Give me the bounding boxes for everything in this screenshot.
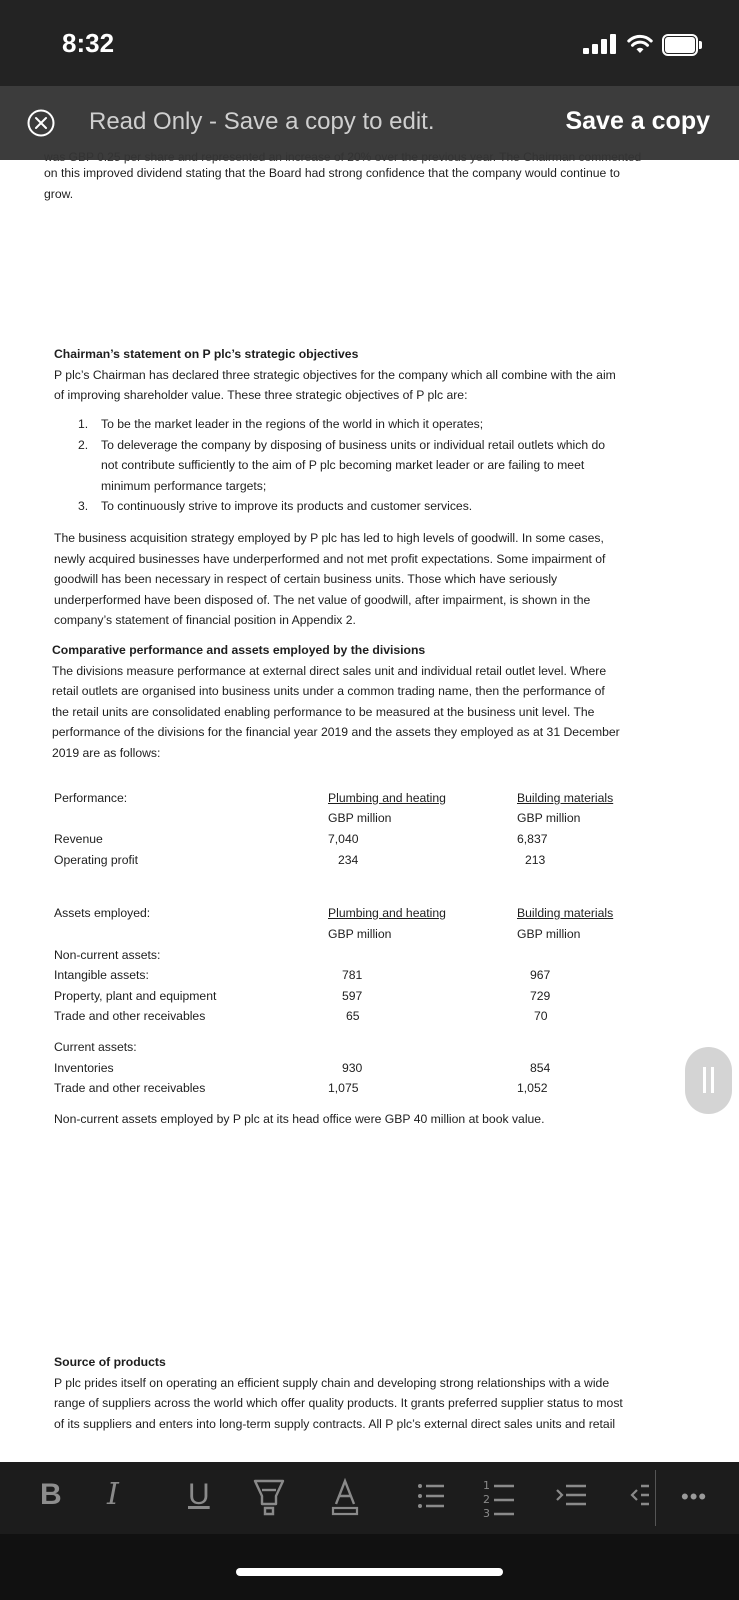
column-header: Plumbing and heating bbox=[328, 791, 446, 805]
read-only-message: Read Only - Save a copy to edit. bbox=[89, 108, 435, 135]
svg-text:3: 3 bbox=[483, 1507, 490, 1520]
document-body[interactable] bbox=[0, 150, 739, 1462]
section-label: Non-current assets: bbox=[54, 948, 161, 962]
column-header: Building materials bbox=[517, 791, 614, 805]
chairman-text: of improving shareholder value. These three strategic objectives of P plc are: bbox=[54, 388, 468, 403]
paragraph-line: the retail units are consolidated enabling performance to be measured at the business unit level. The bbox=[52, 704, 595, 719]
row-label: Intangible assets: bbox=[54, 968, 149, 982]
source-section bbox=[54, 1352, 694, 1434]
format-toolbar bbox=[0, 1462, 739, 1600]
more-options-button[interactable]: ••• bbox=[681, 1484, 708, 1509]
column-unit: GBP million bbox=[328, 811, 392, 825]
row-label: Operating profit bbox=[54, 853, 139, 867]
paragraph-line: range of suppliers across the world which offer quality products. It grants preferred supplier status to most bbox=[54, 1396, 623, 1411]
list-item bbox=[78, 496, 678, 517]
table-cell: 70 bbox=[534, 1009, 548, 1023]
list-text: To be the market leader in the regions of the world in which it operates; bbox=[101, 417, 484, 431]
row-label: Property, plant and equipment bbox=[54, 989, 217, 1003]
toolbar-divider bbox=[655, 1470, 656, 1526]
paragraph-line: underperformed have been disposed of. The net value of goodwill, after impairment, is shown in the bbox=[54, 592, 591, 607]
column-header: Plumbing and heating bbox=[328, 906, 446, 920]
clock: 8:32 bbox=[62, 28, 115, 58]
section-label: Current assets: bbox=[54, 1040, 137, 1054]
paragraph-line: The business acquisition strategy employed by P plc has led to high levels of goodwill. In some cases, bbox=[54, 531, 604, 545]
table-cell: 65 bbox=[346, 1009, 360, 1023]
row-label: Revenue bbox=[54, 832, 103, 846]
wifi-icon bbox=[627, 33, 653, 55]
row-label: Trade and other receivables bbox=[54, 1081, 206, 1095]
paragraph-line: of its suppliers and enters into long-term supply contracts. All P plc’s external direct sales units and retail bbox=[54, 1416, 616, 1431]
chairman-section bbox=[54, 344, 674, 406]
indent-icon[interactable] bbox=[555, 1478, 587, 1516]
paragraph-line: performance of the divisions for the financial year 2019 and the assets they employed as at 31 December bbox=[52, 725, 620, 740]
paragraph-line: company’s statement of financial position in Appendix 2. bbox=[54, 613, 356, 628]
table-cell: 213 bbox=[525, 853, 546, 867]
row-label: Trade and other receivables bbox=[54, 1009, 206, 1023]
table-cell: 1,052 bbox=[517, 1081, 548, 1095]
assets-label: Assets employed: bbox=[54, 906, 151, 920]
list-text: minimum performance targets; bbox=[101, 478, 267, 493]
highlight-icon[interactable] bbox=[252, 1478, 286, 1516]
outdent-icon[interactable] bbox=[629, 1478, 649, 1516]
column-unit: GBP million bbox=[328, 927, 392, 941]
source-heading: Source of products bbox=[54, 1355, 166, 1369]
acquisition-paragraph bbox=[54, 528, 684, 631]
list-text: To continuously strive to improve its products and customer services. bbox=[101, 499, 473, 514]
list-text: To deleverage the company by disposing of business units or individual retail outlets which do bbox=[101, 437, 606, 452]
table-cell: 6,837 bbox=[517, 832, 548, 846]
paragraph-line: retail outlets are organised into business units under a common trading name, then the performance of bbox=[52, 684, 605, 699]
column-header: Building materials bbox=[517, 906, 614, 920]
italic-button[interactable]: I bbox=[107, 1477, 119, 1512]
bold-button[interactable]: B bbox=[40, 1478, 62, 1511]
list-number: 3. bbox=[78, 499, 89, 514]
head-office-note: Non-current assets employed by P plc at its head office were GBP 40 million at book value. bbox=[54, 1112, 545, 1126]
underline-button[interactable]: U bbox=[188, 1478, 210, 1511]
comparative-heading: Comparative performance and assets employed by the divisions bbox=[52, 643, 426, 657]
paragraph-line: P plc prides itself on operating an efficient supply chain and developing strong relationships with a wide bbox=[54, 1375, 610, 1390]
table-cell: 729 bbox=[530, 989, 551, 1003]
comparative-section bbox=[52, 640, 692, 764]
list-number: 1. bbox=[78, 417, 89, 431]
paragraph-line: 2019 are as follows: bbox=[52, 745, 161, 760]
objectives-list bbox=[78, 414, 678, 517]
performance-label: Performance: bbox=[54, 791, 128, 805]
table-cell: 597 bbox=[342, 989, 363, 1003]
table-cell: 930 bbox=[342, 1061, 363, 1075]
table-cell: 1,075 bbox=[328, 1081, 359, 1095]
chairman-text: P plc’s Chairman has declared three strategic objectives for the company which all combine with the aim bbox=[54, 367, 616, 382]
list-text: not contribute sufficiently to the aim of P plc becoming market leader or are failing to meet bbox=[101, 458, 585, 473]
paragraph-line: goodwill has been necessary in respect of certain business units. Those which have seriously bbox=[54, 572, 558, 587]
column-unit: GBP million bbox=[517, 811, 581, 825]
paragraph-line: The divisions measure performance at external direct sales unit and individual retail outlet level. Where bbox=[52, 663, 607, 678]
row-label: Inventories bbox=[54, 1061, 114, 1075]
list-number: 2. bbox=[78, 437, 89, 452]
numbered-list-icon[interactable] bbox=[483, 1478, 515, 1520]
table-cell: 967 bbox=[530, 968, 551, 982]
clipped-line: was GBP 0.25 per share and represented an increase of 20% over the previous year. The Chairman commented bbox=[44, 150, 642, 164]
bullet-list-icon[interactable] bbox=[417, 1478, 445, 1516]
list-item bbox=[78, 414, 678, 435]
intro-line: on this improved dividend stating that the Board had strong confidence that the company would continue to bbox=[44, 166, 620, 180]
close-circle-icon[interactable] bbox=[27, 109, 55, 137]
home-indicator[interactable] bbox=[236, 1568, 503, 1576]
table-cell: 234 bbox=[338, 853, 359, 867]
signal-icon bbox=[583, 34, 617, 54]
format-toolbar-row bbox=[0, 1462, 739, 1534]
svg-text:2: 2 bbox=[483, 1493, 490, 1506]
save-a-copy-button[interactable]: Save a copy bbox=[565, 107, 710, 135]
status-bar bbox=[0, 0, 739, 86]
column-unit: GBP million bbox=[517, 927, 581, 941]
table-cell: 854 bbox=[530, 1061, 551, 1075]
table-cell: 781 bbox=[342, 968, 363, 982]
list-item bbox=[78, 435, 678, 497]
svg-text:1: 1 bbox=[483, 1479, 490, 1492]
paragraph-line: newly acquired businesses have underperformed and not met profit expectations. Some impairment of bbox=[54, 551, 606, 566]
scroll-handle-icon[interactable] bbox=[685, 1047, 732, 1114]
battery-icon bbox=[662, 34, 702, 56]
intro-paragraph bbox=[44, 163, 620, 204]
font-color-icon[interactable] bbox=[330, 1478, 360, 1516]
chairman-heading: Chairman’s statement on P plc’s strategic objectives bbox=[54, 347, 359, 361]
intro-line: grow. bbox=[44, 186, 74, 201]
table-cell: 7,040 bbox=[328, 832, 359, 846]
